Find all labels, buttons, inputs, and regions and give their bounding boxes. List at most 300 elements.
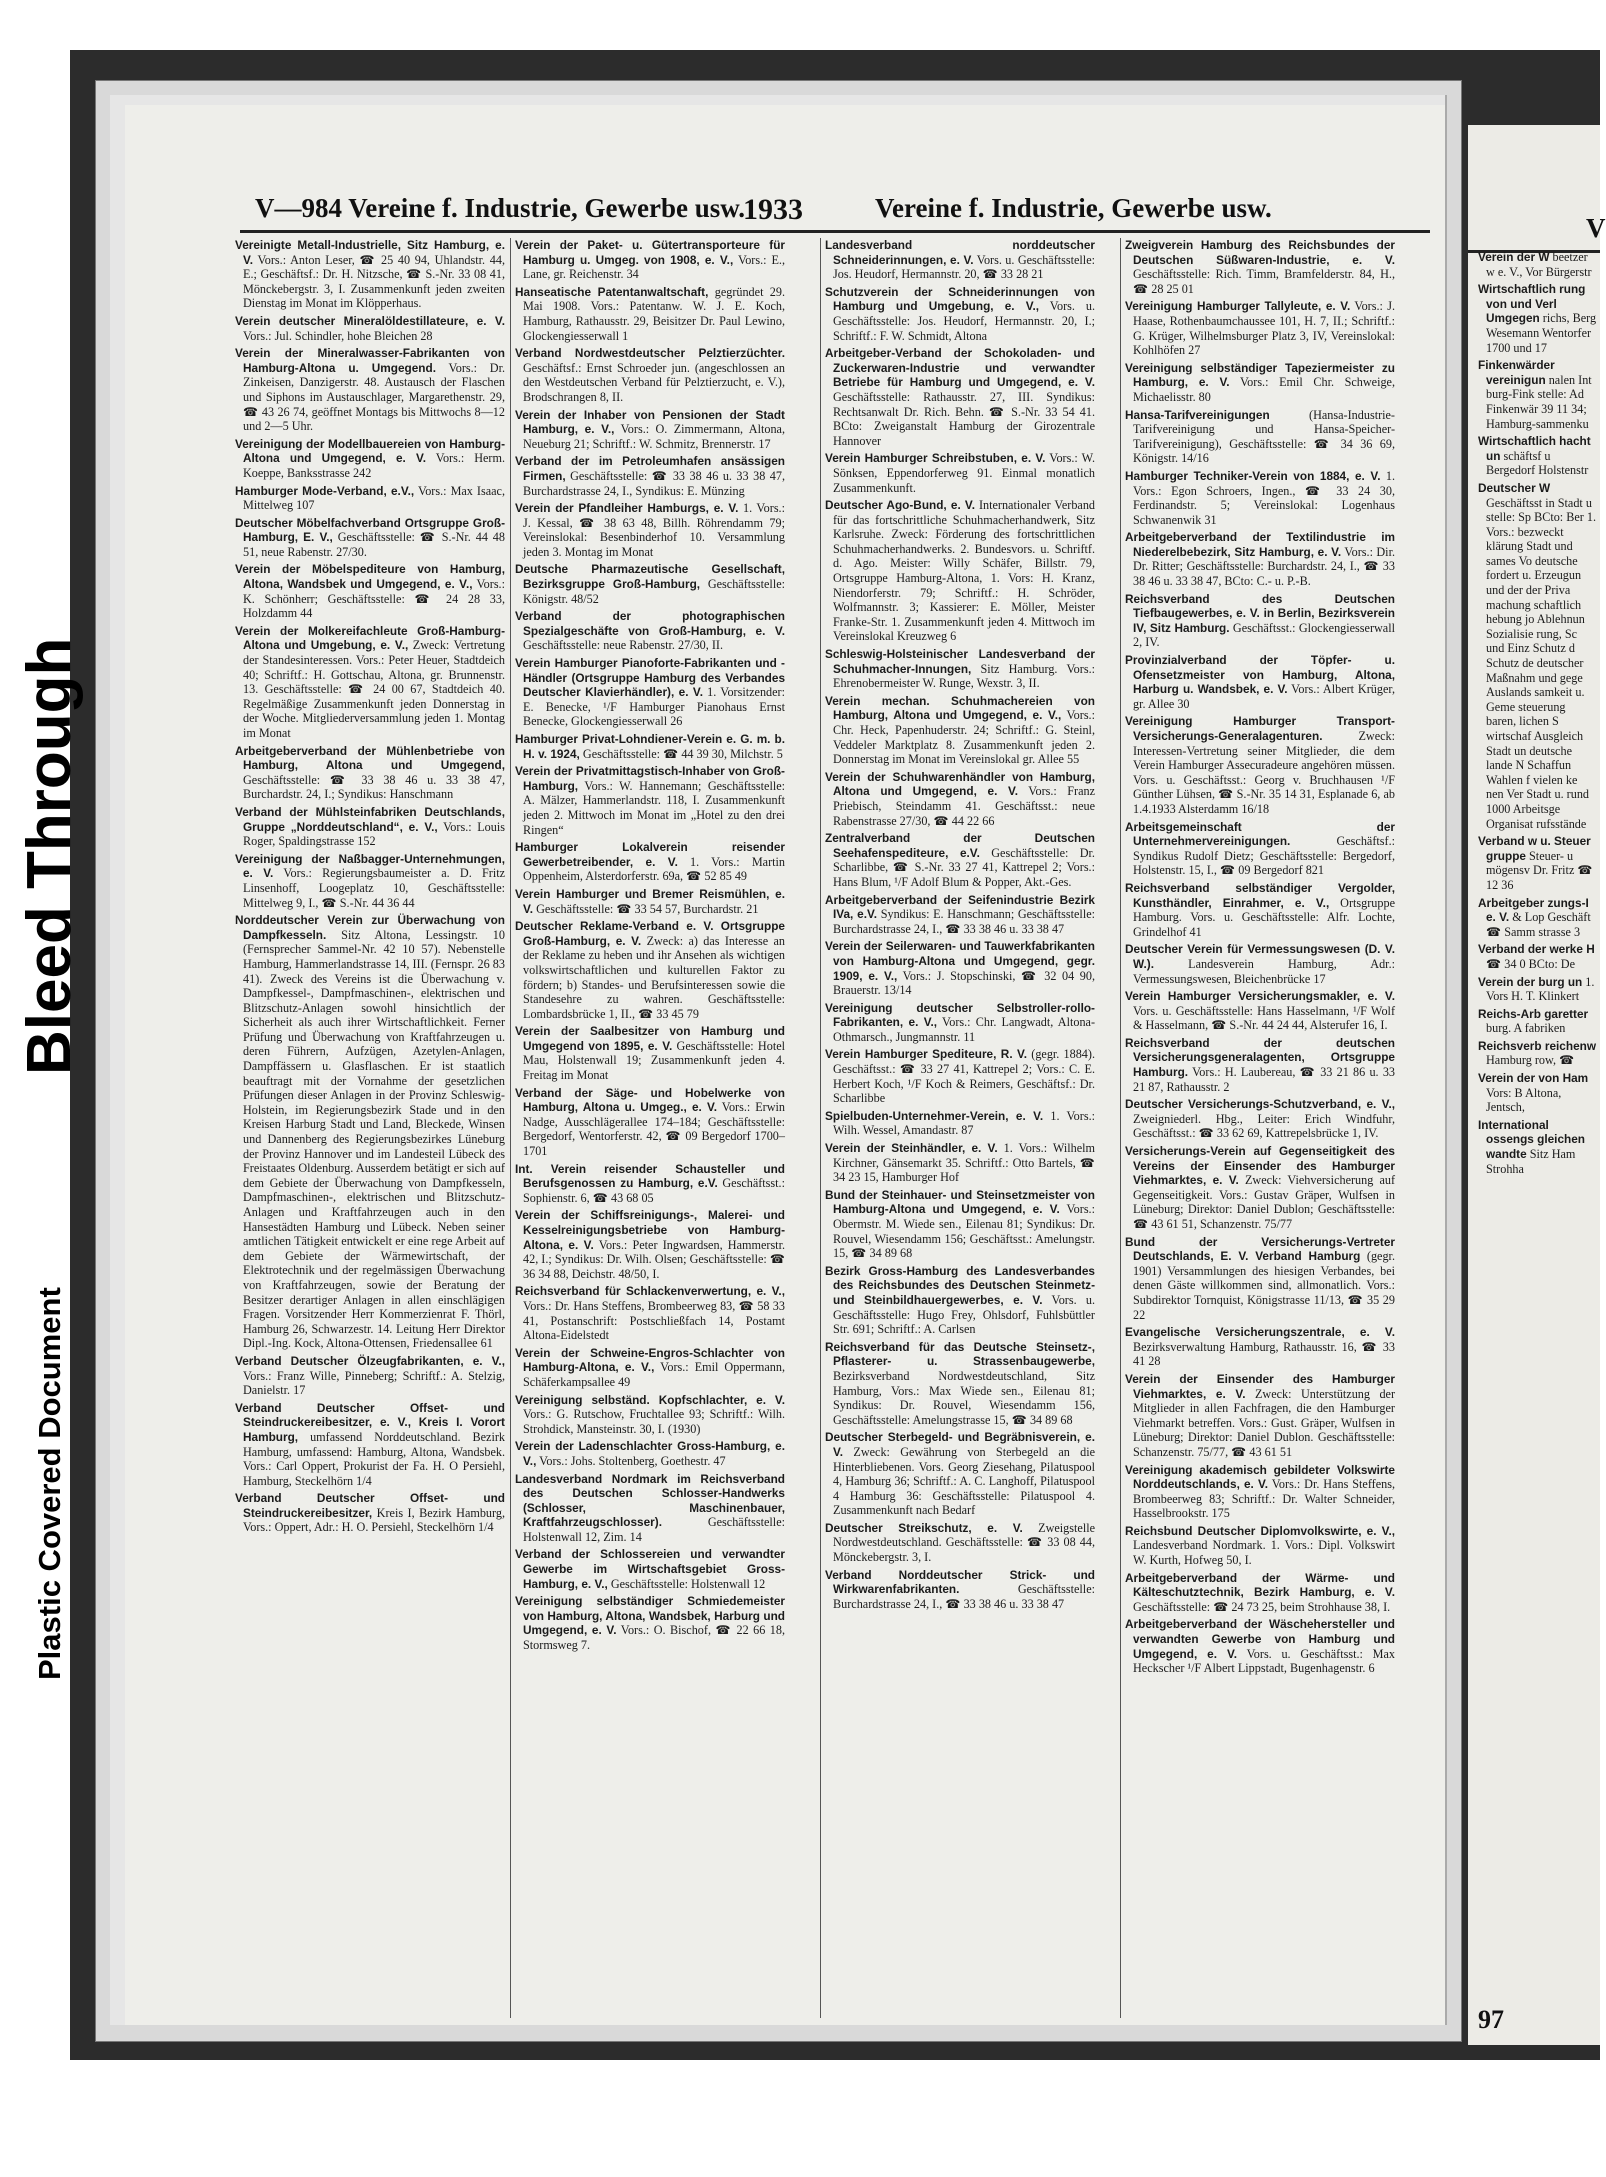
entry-text: Geschäftsstelle: Dr. Scharlibbe, ☎ S.-Nr. 33 27 41, Kattrepel 2; Vors.: Hans Blum, ¹/F Adolf Blum & Popper, Akt.-Ges. [833,845,1095,889]
entry-title: Verein der Steinhändler, e. V. [825,1141,998,1156]
entry-title: Landesverband Nordmark im Reichsverband des Deutschen Schlosser-Handwerks (Schlosser, Maschinenbauer, Kraftfahrzeugschlosser). [515,1471,785,1530]
entry-title: Reichsverband für das Deutsche Steinsetz-, Pflasterer- u. Strassenbaugewerbe, [825,1339,1095,1369]
directory-entry [515,1439,785,1468]
entry-text: Vors.: Dir. Dr. Ritter; Geschäftsstelle: Burchardstr. 24, I., ☎ 33 38 46 u. 33 38 47, BCto: C.- u. P.-B. [1133,544,1395,589]
entry-text: 1. Vors.: Wilh. Wessel, Amandastr. 87 [833,1108,1096,1138]
directory-entry [1125,1372,1395,1460]
entry-title: Verein der Schuhwarenhändler von Hamburg, Altona und Umgegend, e. V. [825,769,1095,799]
directory-entry [515,346,785,404]
entry-text: Geschäftsstelle: neue Rabenstr. 27/30, II. [523,638,724,653]
entry-title: Arbeitgeber-Verband der Schokoladen- und Zuckerwaren-Industrie und verwandter Betriebe für Hamburg und Umgegend, e. V. [825,346,1095,390]
entry-text: Kreis I, Bezirk Hamburg, Vors.: Oppert, Adr.: H. O. Persiehl, Steckelhörn 1/4 [243,1505,505,1535]
entry-text: Zweck: Vertretung der Standesinteressen. Vors.: Peter Heuer, Stadtdeich 40; Schriftf.: H. Gottschau, Altona, gr. Brunnenstr. 13. Geschäftsstelle: ☎ 24 00 67, Stadtdeich 40. Regelmäßige Zusammenkunft jeden Donnerstag in der Woche. Mitgliederversammlung jeden 1. Montag im Monat [243,638,506,740]
entry-title: Verein der Mineralwasser-Fabrikanten von Hamburg-Altona u. Umgegend. [235,346,505,375]
directory-entry [825,647,1095,691]
directory-entry [1478,1007,1598,1036]
entry-title: Verein der Paket- u. Gütertransporteure für Hamburg u. Umgeg. von 1908, e. V., [515,238,785,267]
entry-text: Geschäftsst.: Sophienstr. 6, ☎ 43 68 05 [523,1176,785,1205]
entry-text: Vors.: Franz Priebisch, Steindamm 41. Geschäftsst.: neue Rabenstrasse 27/30, ☎ 44 22 66 [833,784,1095,828]
directory-entry [1125,942,1395,986]
entry-text: Vors.: W. Sönksen, Eppendorferweg 91. Einmal monatlich Zusammenkunft. [833,451,1095,495]
entry-text: schäftsf u Bergedorf Holstenstr [1486,448,1589,478]
entry-text: Vors.: Dr. Hans Steffens, Brombeerweg 83, ☎ 58 33 41, Postanschrift: Postschließfach 14, Postamt Altona-Eidelstedt [523,1298,785,1343]
entry-title: Verein der Pfandleiher Hamburgs, e. V. [515,501,739,516]
entry-title: Norddeutscher Verein zur Überwachung von Dampfkesseln. [235,913,505,942]
entry-text: Geschäftsstelle: ☎ 33 54 57, Burchardstr. 21 [536,901,759,916]
entry-text: 1. Vors.: Egon Schroers, Ingen., ☎ 33 24 30, Ferdinandstr. 5; Vereinslokal: Logenhaus Schwanenwik 31 [1133,468,1396,527]
entry-text: Vors.: Regierungsbaumeister a. D. Fritz Linsenhoff, Loogeplatz 10, Geschäftsstelle: Mittelweg 9, I., ☎ S.-Nr. 44 36 44 [243,866,505,910]
bleed-through-label: Bleed Through [15,637,84,1075]
directory-entry [235,744,505,802]
plastic-covered-label: Plastic Covered Document [32,1287,67,1680]
entry-title: Verein der Privatmittagstisch-Inhaber von Groß-Hamburg, [515,764,785,793]
entry-title: Verein der W [1478,250,1550,264]
entry-title: Landesverband norddeutscher Schneiderinnungen, e. V. [825,238,1095,267]
directory-entry [235,484,505,513]
entry-title: Verband der werke H [1478,942,1595,957]
entry-text: Geschäftsstelle: Hotel Mau, Holstenwall 19; Zusammenkunft jeden 4. Freitag im Monat [523,1038,785,1083]
entry-title: Reichs-Arb garetter [1478,1006,1589,1021]
entry-text: Vors.: Obermstr. M. Wiede sen., Eilenau 81; Syndikus: Dr. Rouvel, Wiesendamm 156; Geschäftsst.: Amelungstr. 15, ☎ 34 89 68 [833,1202,1095,1261]
page-number: 97 [1478,2005,1504,2034]
entry-text: Vors.: Chr. Langwadt, Altona-Othmarsch., Jungmannstr. 11 [833,1015,1095,1044]
directory-entry [825,694,1095,767]
directory-entry [825,770,1095,828]
entry-text: Vors. u. Geschäftsstelle: Hans Hasselmann, ¹/F Wolf & Hasselmann, ☎ S.-Nr. 44 24 44, Alsterufer 16, I. [1133,1003,1395,1033]
entry-text: nalen Int burg-Fink stelle: Ad Finkenwär 39 11 34; Hamburg-sammenku [1486,372,1592,431]
entry-text: Vors.: Johs. Stoltenberg, Goethestr. 47 [539,1453,726,1468]
entry-title: Verein Hamburger Schreibstuben, e. V. [825,451,1046,466]
directory-entry [515,1208,785,1281]
entry-text: & Lop Geschäft ☎ Samm strasse 3 [1486,910,1591,939]
entry-title: Verband der Säge- und Hobelwerke von Hamburg, Altona u. Umgeg., e. V. [515,1085,785,1115]
entry-text: (Hansa-Industrie-Tarifvereinigung und Hansa-Speicher-Tarifvereinigung), Geschäftsstelle: ☎ 34 36 69, Königstr. 14/16 [1133,407,1395,466]
directory-entry [1125,1235,1395,1323]
entry-title: Bund der Versicherungs-Vertreter Deutschlands, E. V. Verband Hamburg [1125,1234,1395,1264]
directory-entry [515,285,785,343]
entry-text: Zweck: Viehversicherung auf Gegenseitigkeit. Vors.: Gustav Gräper, Wulfsen in Lüneburg; Direktor: Daniel Dublon; Geschäftsstelle: ☎ 43 61 51, Schanzenstr. 75/77 [1133,1173,1395,1231]
entry-text: Vors.: Peter Ingwardsen, Hammerstr. 42, I.; Syndikus: Dr. Wilh. Olsen; Geschäftsstelle: ☎ 36 34 88, Deichstr. 48/50, I. [523,1237,786,1281]
directory-entry [1478,1071,1598,1115]
entry-text: 1. Vors.: J. Kessal, ☎ 38 63 48, Billh. Röhrendamm 79; Vereinslokal: Besenbinderhof 10. Versammlung jeden 3. Montag im Monat [523,501,785,559]
entry-title: Reichsverband selbständiger Vergolder, Kunsthändler, Einrahmer, e. V., [1125,880,1395,910]
entry-title: Schleswig-Holsteinischer Landesverband der Schuhmacher-Innungen, [825,647,1095,676]
entry-title: Arbeitgeber zungs-I e. V. [1478,895,1589,925]
entry-title: Arbeitgeberverband der Textilindustrie im Niederelbebezirk, Sitz Hamburg, e. V. [1125,530,1395,559]
directory-entry [515,764,785,837]
directory-entry [515,238,785,282]
entry-text: Vors.: Emil Chr. Schweige, Michaelisstr. 80 [1133,375,1396,404]
entry-text: Bezirksverwaltung Hamburg, Rathausstr. 16, ☎ 33 41 28 [1133,1339,1395,1369]
entry-title: Vereinigung der Modellbauereien von Hamburg-Altona und Umgegend, e. V. [235,436,505,466]
entry-title: Bezirk Gross-Hamburg des Landesverbandes des Reichsbundes des Deutschen Steinmetz- und Steinbildhauergewerbes, e. V. [825,1263,1095,1307]
directory-entry [515,408,785,452]
entry-text: Vors. u. Geschäftsst.: Max Heckscher ¹/F Albert Lippstadt, Bugenhagenstr. 6 [1133,1646,1395,1676]
directory-entry [235,624,505,741]
entry-title: Deutscher Reklame-Verband e. V. Ortsgruppe Groß-Hamburg, e. V. [515,919,785,948]
entry-text: Zweigniederl. Hbg., Leiter: Erich Windfuhr, Geschäftsst.: ☎ 33 62 69, Kattrepelsbrücke 1, IV. [1133,1111,1395,1141]
entry-text: Vors.: Louis Roger, Spaldingstrasse 152 [243,819,505,849]
entry-text: Vors.: H. Laubereau, ☎ 33 21 86 u. 33 21 87, Rathausstr. 2 [1133,1065,1396,1094]
entry-text: Vors.: G. Rutschow, Fruchtallee 93; Schriftf.: Wilh. Strohdick, Mansteinstr. 30, I. (1930) [523,1407,785,1436]
entry-text: Geschäftsf.: Syndikus Rudolf Dietz; Geschäftsstelle: Bergedorf, Holstenstr. 15, I., ☎ 09 Bergedorf 821 [1133,834,1395,878]
entry-title: Verband der im Petroleumhafen ansässigen Firmen, [515,454,785,483]
entry-title: Hansa-Tarifvereinigungen [1125,407,1270,422]
entry-title: Vereinigung Hamburger Tallyleute, e. V. [1125,299,1351,314]
entry-text: Vors.: Franz Wille, Pinneberg; Schriftf.: A. Stelzig, Danielstr. 17 [243,1368,505,1398]
entry-text: Zweck: Interessen-Vertretung seiner Mitglieder, die dem Verein Hamburger Assecuradeure angehören müssen. Vors. u. Geschäftsst.: Georg v. Bruchhausen ¹/F Günther Lühsen, ☎ S.-Nr. 35 14 31, Esplanade 6, ab 1.4.1933 Alsterdamm 16/18 [1133,729,1395,816]
entry-title: Evangelische Versicherungszentrale, e. V. [1125,1325,1395,1340]
directory-entry [825,451,1095,495]
entry-text: Landesverein Hamburg, Adr.: Vermessungswesen, Bleichenbrücke 17 [1133,956,1396,986]
directory-entry [515,454,785,498]
entry-text: Geschäftsstelle: ☎ 33 38 46 u. 33 38 47, Burchardstr. 24, I.; Syndikus: Hanschmann [243,772,505,802]
directory-entry [825,939,1095,997]
directory-entry [1125,1325,1395,1369]
entry-text: 1. Vorsitzender: E. Benecke, ¹/F Hamburger Pianohaus Ernst Benecke, Glockengiesserwall 26 [523,685,785,729]
entry-title: Verband der Schlossereien und verwandter Gewerbe im Wirtschaftsgebiet Gross-Hamburg, e. V., [515,1547,785,1591]
entry-title: Deutscher Streikschutz, e. V. [825,1520,1023,1535]
directory-entry [515,1393,785,1437]
entry-text: Bezirksverband Nordwestdeutschland, Sitz Hamburg, Vors.: Max Wiede sen., Eilenau 81; Syndikus: Dr. Rouvel, Wiesendamm 156, Geschäftsstelle: Amelungstrasse 15, ☎ 34 89 68 [833,1368,1095,1427]
entry-title: Hamburger Mode-Verband, e.V., [235,483,415,498]
directory-entry [515,1547,785,1591]
directory-entry [515,562,785,606]
directory-entry [515,1086,785,1159]
entry-text: Vors.: E., Lane, gr. Reichenstr. 34 [523,252,786,282]
entry-text: Vors.: Dr. Hans Steffens, Brombeerweg 83; Schriftf.: Dr. Walter Schneider, Hasselbrookstr. 175 [1133,1477,1396,1521]
entry-title: Verein der von Ham [1478,1071,1589,1086]
entry-text: Ortsgruppe Hamburg. Vors. u. Geschäftsstelle: Alfr. Lochte, Grindelhof 41 [1133,895,1395,939]
entry-title: Versicherungs-Verein auf Gegenseitigkeit des Vereins der Einsender des Hamburger Viehmarktes, e. V. [1125,1144,1395,1188]
directory-entry [1478,834,1598,892]
entry-text: burg. A fabriken [1486,1021,1566,1036]
text-column-1 [235,238,505,2018]
entry-text: Sitz Ham Strohha [1486,1147,1576,1176]
entry-text: Vors. u. Geschäftsstelle: Jos. Heudorf, Hermannstr. 20, ☎ 33 28 21 [833,252,1095,282]
entry-title: Verein Hamburger Pianoforte-Fabrikanten und -Händler (Ortsgruppe Hamburg des Verbandes Deutscher Klavierhändler), e. V. [515,656,785,700]
directory-entry [1478,481,1598,831]
directory-entry [515,732,785,761]
entry-title: Verband Deutscher Ölzeugfabrikanten, e. V., [235,1353,505,1368]
document-page [125,105,1445,2025]
directory-entry [515,1594,785,1652]
page-header [235,193,1435,226]
directory-entry [1125,530,1395,588]
entry-text: Vors. u. Geschäftsstelle: Jos. Heudorf, Hermannstr. 20, I.; Schriftf.: F. W. Schmidt, Altona [833,299,1095,343]
entry-title: Verband der Mühlsteinfabriken Deutschlands, Gruppe „Norddeutschland“, e. V., [235,804,505,834]
directory-entry [825,238,1095,282]
directory-entry [235,346,505,434]
entry-text: Steuer- u mögensv Dr. Fritz ☎ 12 36 [1486,848,1593,892]
directory-entry [515,919,785,1021]
entry-text: Geschäftsstelle: Burchardstrasse 24, I., ☎ 33 38 46 u. 33 38 47 [833,1582,1095,1611]
entry-title: Vereinigung deutscher Selbstroller-rollo-Fabrikanten, e. V., [825,1000,1095,1030]
directory-entry [515,1472,785,1545]
entry-text: Zweck: Gewährung von Sterbegeld an die Hinterbliebenen. Vors. Georg Ziesehang, Pilatuspool 4, Hamburg 36; Schriftf.: A. C. Langhoff, Pilatuspool 4 Hamburg 36: Geschäftsstelle: Pilatuspool 4. Zusammenkunft nach Bedarf [833,1444,1095,1518]
directory-entry [1125,592,1395,650]
entry-text: Geschäftsstelle: ☎ 44 39 30, Milchstr. 5 [582,746,783,761]
entry-text: Geschäftsstelle: Holstenwall 12, Zim. 14 [523,1515,785,1544]
entry-title: Bund der Steinhauer- und Steinsetzmeister von Hamburg-Altona und Umgegend, e. V. [825,1187,1095,1217]
directory-entry [1125,1571,1395,1615]
directory-entry [825,1521,1095,1565]
directory-entry [825,498,1095,644]
entry-text: gegründet 29. Mai 1908. Vors.: Patentanw. W. J. E. Koch, Hamburg, Rathausstr. 29, Beisitzer Dr. Paul Lewino, Glockengiesserwall 1 [523,284,785,343]
directory-entry [1125,1097,1395,1141]
directory-entry [825,1264,1095,1337]
directory-entry [1125,820,1395,878]
directory-entry [1478,434,1598,478]
header-right: Vereine f. Industrie, Gewerbe usw. [875,193,1272,223]
entry-text: Geschäftsst in Stadt u stelle: Sp BCto: Ber 1. Vors.: bezweckt klärung Stadt und sames Vo deutsche fordert u. Erzeugun und der der Priva machung schaftlich hebung jo Ablehnun Sozialisie rung, Sc und Einz Schutz d Schutz de deutscher Maßnahm und gege Auslands samkeit u. Geme steuerung baren, lichen S wirtschaf Ausgleich Stadt un deutsche lande N Schaffun Wahlen f vielen ke nen Ver Stadt u. rund 1000 Arbeitsge Organisat rufsstände [1486,495,1597,831]
entry-text: Geschäftsstelle: Rich. Timm, Bramfelderstr. 84, H., ☎ 28 25 01 [1133,267,1395,296]
entry-text: Geschäftsstelle: ☎ 24 73 25, beim Strohhause 38, I. [1133,1599,1391,1614]
directory-entry [235,913,505,1351]
entry-title: Vereinigung der Naßbagger-Unternehmungen, e. V. [235,851,505,881]
entry-text: Geschäftsstelle: Rathausstr. 27, III. Syndikus: Rechtsanwalt Dr. Rich. Behn. ☎ S.-Nr. 33 54 41. BCto: Zweiganstalt Hamburg der Girozentrale Hannover [833,389,1095,448]
directory-entry [1478,975,1598,1004]
entry-text: Vors.: Max Isaac, Mittelweg 107 [243,483,506,513]
entry-text: Zweigstelle Nordwestdeutschland. Geschäftsstelle: ☎ 33 08 44, Mönckebergstr. 3, I. [833,1520,1095,1565]
directory-entry [1125,1617,1395,1675]
directory-entry [825,346,1095,448]
directory-entry [825,1141,1095,1185]
directory-entry [515,840,785,884]
entry-title: Verband Deutscher Offset- und Steindruckereibesitzer, e. V., Kreis I. Vorort Hamburg, [235,1400,505,1444]
entry-title: Deutscher Verein für Vermessungswesen (D. V. W.). [1125,942,1395,971]
entry-title: Verein Hamburger Versicherungsmakler, e. V. [1125,989,1395,1004]
entry-title: Reichsbund Deutscher Diplomvolkswirte, e. V., [1125,1523,1395,1538]
entry-title: Verein der Inhaber von Pensionen der Stadt Hamburg, e. V., [515,407,785,437]
entry-title: Arbeitgeberverband der Wärme- und Kälteschutztechnik, Bezirk Hamburg, e. V. [1125,1570,1395,1600]
directory-entry [1125,653,1395,711]
next-page-edge [1468,125,1606,2045]
entry-text: Vors.: Herm. Koeppe, Banksstrasse 242 [243,451,506,480]
directory-entry [515,1162,785,1206]
entry-title: Verband Norddeutscher Strick- und Wirkwarenfabrikanten. [825,1567,1095,1597]
entry-text: Sitz Hamburg. Vors.: Ehrenobermeister W. Runge, Wexstr. 3, II. [833,661,1096,691]
directory-entry [825,1340,1095,1428]
directory-entry [1478,358,1598,431]
text-column-4 [1125,238,1395,2018]
entry-text: Internationaler Verband für das fortschrittliche Schuhmacherhandwerk, Sitz Karlsruhe. Zweck: Förderung des fortschrittlichen Schuhmacherhandwerks. 2. Bundesvors. u. Schriftf. d. Ago. Meister: Willy Schäfer, Billstr. 79, Ortsgruppe Hamburg-Altona, 1. Vors: H. Kranz, Niendorferstr. 79; Schriftf.: H. Schröder, Wolfmannstr. 3; Kassierer: E. Möller, Meister Franke-Str. 1. Zusammenkunft jeden 4. Mittwoch im Vereinslokal Kreuzweg 6 [833,498,1096,644]
directory-entry [235,516,505,560]
entry-text: Syndikus: E. Hanschmann; Geschäftsstelle: Burchardstrasse 24, I., ☎ 33 38 46 u. 33 38 47 [833,907,1096,936]
entry-title: Verein der Einsender des Hamburger Viehmarktes, e. V. [1125,1371,1395,1401]
directory-entry [1125,1036,1395,1094]
text-column-3 [825,238,1095,2018]
directory-entry [235,238,505,311]
entry-text: Vors.: K. Schönherr; Geschäftsstelle: ☎ 24 28 33, Holzdamm 44 [243,577,505,621]
entry-title: Vereinigung selbständiger Tapeziermeister zu Hamburg, e. V. [1125,360,1395,390]
directory-entry [235,562,505,620]
entry-text: Vors.: Anton Leser, ☎ 25 40 94, Uhlandstr. 44, E.; Geschäftsf.: Dr. H. Nitzsche, ☎ S.-Nr. 33 08 41, Mönckebergstr. 3, I. Zusammenkunft jeden zweiten Dienstag im Monat im Klöpperhaus. [243,252,505,311]
entry-text: umfassend Norddeutschland. Bezirk Hamburg, umfassend: Hamburg, Altona, Wandsbek. Vors.: Carl Oppert, Prokurist der Fa. H. O Persiehl, Hamburg, Steckelhörn 1/4 [243,1429,506,1488]
directory-entry [235,437,505,481]
entry-text: (gegr. 1884). Geschäftsst.: ☎ 33 27 41, Kattrepel 2; Vors.: C. E. Herbert Koch, ¹/F Koch & Reimers, Geschäftsf.: Dr. Scharlibbe [833,1047,1096,1106]
directory-entry [515,1284,785,1342]
entry-title: International ossengs gleichen wandte [1478,1117,1585,1162]
entry-title: Verein Hamburger Spediteure, R. V. [825,1047,1028,1062]
directory-entry [515,656,785,729]
entry-text: Geschäftsstelle: Königstr. 48/52 [523,577,786,606]
entry-text: Vors.: J. Stopschinski, ☎ 32 04 90, Brauerstr. 13/14 [833,968,1096,998]
entry-text: Sitz Altona, Lessingstr. 10 (Fernsprecher Sammel-Nr. 42 10 57). Nebenstelle Hamburg, Hammerlandstrasse 14, III. (Fernspr. 26 83 41). Zweck des Vereins ist die Überwachung v. Dampfkessel-, Dampfmaschinen-, elektrischen und Blitzschutz-Anlagen sowohl hinsichtlich der Sicherheit als auch ihrer Wirtschaftlichkeit. Ferner Prüfung und Überwachung von Kraftfahrzeugen u. deren Führern, Aufzügen, Azetylen-Anlagen, Dampffässern u. Glasflaschen. Er ist staatlich beauftragt mit der Vornahme der gesetzlichen Prüfungen dieser Anlagen in der Provinz Schleswig-Holstein, im Regierungsbezirk Stade und in den Kreisen Harburg Stadt und Land, Bleckede, Winsen und Dannenberg des Regierungsbezirkes Lüneburg der Provinz Hannover und im Landesteil Lübeck des Freistaates Oldenburg. Ausserdem betätigt er sich auf dem Gebiete der Überwachung von Dampfkesseln, Dampfmaschinen-, elektrischen und Blitzschutz-Anlagen und Kraftfahrzeugen auch in den Hansestädten Hamburg und Lübeck. Neben seiner amtlichen Tätigkeit entwickelt er eine rege Arbeit auf dem Gebiete der Wärmewirtschaft, der Elektrotechnik und der regelmässigen Überwachung von Kraftfahrzeugen, sowie der Beratung der Besitzer derartiger Anlagen in allen einschlägigen Fragen. Vorsitzender Herr Kommerzienrat F. Thörl, Hamburg 26, Schwarzestr. 14. Leitung Herr Direktor Dipl.-Ing. Kock, Altona-Ottensen, Friedensallee 61 [243,927,505,1351]
entry-title: Provinzialverband der Töpfer- u. Ofensetzmeister von Hamburg, Altona, Harburg u. Wandsbek, e. V. [1125,653,1395,697]
next-page-column [1478,250,1598,2010]
entry-text: Vors.: J. Haase, Rothenbaumchaussee 101, H. 7, II.; Schriftf.: G. Krüger, Wilhelmsburger Platz 3, IV, Vereinslokal: Kohlhöfen 27 [1133,299,1395,358]
entry-text: Zweck: a) das Interesse an der Reklame zu heben und ihr Ansehen als wichtigen volkswirtschaftlichen und kulturellen Faktor zu fördern; b) Standes- und Berufsinteressen sowie die Standesehre zu wahren. Geschäftsstelle: Lombardsbrücke 1, II., ☎ 33 45 79 [523,933,786,1021]
entry-text: Vors: B Altona, Jentsch, [1486,1085,1562,1115]
directory-entry [1478,896,1598,940]
column-divider [820,238,821,2018]
entry-title: Arbeitgeberverband der Seifenindustrie Bezirk IVa, e.V. [825,892,1095,922]
entry-title: Vereinigung Hamburger Transport-Versicherungs-Generalagenturen. [1125,714,1395,743]
directory-entry [1125,881,1395,939]
column-divider [1120,238,1121,2018]
entry-title: Vereinigung selbständ. Kopfschlachter, e. V. [515,1392,785,1407]
column-divider [510,238,511,2018]
entry-title: Hamburger Privat-Lohndiener-Verein e. G. m. b. H. v. 1924, [515,732,785,761]
entry-title: Finkenwärder vereinigun [1478,358,1555,387]
directory-entry [825,1001,1095,1045]
directory-entry [515,1024,785,1082]
entry-text: Hamburg row, ☎ [1486,1053,1575,1068]
entry-title: Deutsche Pharmazeutische Gesellschaft, Bezirksgruppe Groß-Hamburg, [515,562,785,592]
entry-text: Vors.: Albert Krüger, gr. Allee 30 [1133,682,1396,711]
entry-text: richs, Berg Wesemann Wentorfer 1700 und 17 [1486,311,1597,355]
entry-text: Geschäftsst.: Glockengiesserwall 2, IV. [1133,620,1395,650]
entry-text: Vors.: Erwin Nadge, Ausschlägerallee 174–184; Geschäftsstelle: Bergedorf, Wentorferstr. 42, ☎ 09 Bergedorf 1700–1701 [523,1100,785,1159]
directory-entry [1125,1463,1395,1521]
entry-text: ☎ 34 0 BCto: De [1486,956,1575,971]
entry-title: Verein der burg un [1478,974,1583,989]
directory-entry [515,609,785,653]
entry-title: Vereinigung akademisch gebildeter Volkswirte Norddeutschlands, e. V. [1125,1462,1395,1492]
directory-entry [1478,282,1598,355]
directory-entry [515,887,785,916]
directory-entry [825,1430,1095,1518]
entry-title: Arbeitgeberverband der Wäschehersteller und verwandten Gewerbe von Hamburg und Umgegend, e. V. [1125,1617,1395,1661]
entry-title: Wirtschaftlich rung von und Verl Umgegen [1478,282,1586,326]
entry-title: Hanseatische Patentanwaltschaft, [515,284,709,299]
directory-entry [825,1109,1095,1138]
directory-entry [515,1346,785,1390]
entry-title: Zentralverband der Deutschen Seehafenspediteure, e.V. [825,831,1095,860]
entry-title: Verband der photographischen Spezialgeschäfte von Groß-Hamburg, e. V. [515,609,785,638]
entry-text: 1. Vors H. T. Klinkert [1486,974,1595,1004]
directory-entry [825,831,1095,889]
directory-entry [235,1401,505,1489]
entry-title: Int. Verein reisender Schausteller und Berufsgenossen zu Hamburg, e.V. [515,1161,785,1191]
entry-title: Hamburger Lokalverein reisender Gewerbetreibender, e. V. [515,840,785,869]
entry-text: Vors.: Jul. Schindler, hohe Bleichen 28 [243,328,433,343]
directory-entry [1125,989,1395,1033]
next-page-header: V [1586,213,1606,243]
entry-text: Vors.: Emil Oppermann, Schäferkampsallee 49 [523,1360,785,1389]
entry-title: Hamburger Techniker-Verein von 1884, e. V. [1125,468,1381,483]
directory-entry [1125,469,1395,527]
entry-text: Vors.: W. Hannemann; Geschäftsstelle: A. Mälzer, Hammerlandstr. 118, I. Zusammenkunft jeden 2. Mittwoch im Monat im „Hotel zu den drei Ringen“ [523,778,786,837]
directory-entry [1125,1144,1395,1232]
entry-text: 1. Vors.: Wilhelm Kirchner, Gänsemarkt 35. Schriftf.: Otto Bartels, ☎ 34 23 15, Hamburger Hof [833,1141,1096,1185]
entry-text: Landesverband Nordmark. 1. Vors.: Dipl. Volkswirt W. Kurth, Hofweg 50, I. [1133,1538,1395,1568]
directory-entry [1478,942,1598,971]
entry-title: Verband Nordwestdeutscher Pelztierzüchter. [515,346,785,361]
directory-entry [825,893,1095,937]
entry-title: Vereinigung selbständiger Schmiedemeister von Hamburg, Altona, Wandsbek, Harburg und Umgegend, e. V. [515,1594,785,1638]
entry-title: Verein der Möbelspediteure von Hamburg, Altona, Wandsbek und Umgegend, e. V., [235,562,505,592]
entry-text: Geschäftsstelle: Holstenwall 12 [610,1576,766,1591]
entry-title: Verein der Ladenschlachter Gross-Hamburg, e. V., [515,1439,785,1468]
entry-title: Arbeitsgemeinschaft der Unternehmervereinigungen. [1125,819,1395,849]
entry-text: Geschäftsstelle: ☎ S.-Nr. 44 48 51, neue Rabenstr. 27/30. [243,530,505,559]
directory-entry [825,1047,1095,1105]
directory-entry [1478,250,1598,279]
entry-text: Geschäftsf.: Ernst Schroeder jun. (angeschlossen an den Westdeutschen Verband für Pelztierzucht, e. V.), Brodschrangen 8, II. [523,360,785,404]
header-left: V—984 Vereine f. Industrie, Gewerbe usw. [255,193,745,223]
entry-title: Verein der Molkereifachleute Groß-Hamburg-Altona und Umgebung, e. V., [235,623,505,653]
entry-title: Verein der Saalbesitzer von Hamburg und Umgegend von 1895, e. V. [515,1024,785,1053]
directory-entry [235,805,505,849]
directory-entry [1478,1039,1598,1068]
entry-title: Reichsverband des Deutschen Tiefbaugewerbes, e. V. in Berlin, Bezirksverein IV, Sitz Hamburg. [1125,591,1395,635]
directory-entry [1125,714,1395,816]
directory-entry [235,1354,505,1398]
entry-text: beetzer w e. V., Vor Bürgerstr [1486,250,1592,279]
entry-title: Reichsverband der deutschen Versicherungsgeneralagenten, Ortsgruppe Hamburg. [1125,1035,1395,1080]
entry-title: Deutscher Möbelfachverband Ortsgruppe Groß-Hamburg, E. V., [235,515,505,545]
entry-text: Vors.: Chr. Heck, Papenhuderstr. 24; Schriftf.: G. Steinl, Veddeler Marktplatz 8. Zusammenkunft jeden 2. Donnerstag im Monat im Vereinslokal gr. Allee 55 [833,708,1095,767]
entry-title: Deutscher Ago-Bund, e. V. [825,498,975,513]
text-column-2 [515,238,785,2018]
entry-text: Geschäftsstelle: ☎ 33 38 46 u. 33 38 47, Burchardstrasse 24, I., Syndikus: E. Münzing [523,468,786,498]
directory-entry [1125,361,1395,405]
directory-entry [1125,408,1395,466]
directory-entry [1478,1118,1598,1176]
entry-title: Spielbuden-Unternehmer-Verein, e. V. [825,1108,1044,1123]
entry-title: Arbeitgeberverband der Mühlenbetriebe von Hamburg, Altona und Umgegend, [235,743,505,773]
entry-title: Deutscher Versicherungs-Schutzverband, e. V., [1125,1097,1395,1112]
entry-title: Verein mechan. Schuhmachereien von Hamburg, Altona und Umgegend, e. V., [825,693,1095,723]
directory-entry [235,852,505,910]
header-rule [240,230,1430,233]
directory-entry [825,1568,1095,1612]
directory-entry [515,501,785,559]
entry-title: Reichsverb reichenw [1478,1038,1597,1053]
entry-text: Vors.: O. Zimmermann, Altona, Neueburg 21; Schriftf.: W. Schmitz, Brennerstr. 17 [523,422,785,451]
directory-entry [825,285,1095,343]
entry-text: 1. Vors.: Martin Oppenheim, Alsterdorferstr. 69a, ☎ 52 85 49 [523,854,785,884]
entry-text: (gegr. 1901) Versammlungen des hiesigen Verbandes, bei denen Gäste willkommen sind, allmonatlich. Vors.: Subdirektor Tornquist, Königstrasse 11/13, ☎ 35 29 22 [1133,1249,1395,1322]
entry-title: Verein der Schiffsreinigungs-, Malerei- und Kesselreinigungsbetriebe von Hamburg-Altona, e. V. [515,1208,785,1252]
entry-text: Vors.: Dr. Zinkeisen, Danzigerstr. 48. Austausch der Flaschen und Siphons im Austauschlager, Margarethenstr. 29, ☎ 43 26 74, geöffnet Montags bis Mittwochs 8—12 und 2—5 Uhr. [243,360,505,434]
header-year: 1933 [743,193,803,226]
entry-title: Verein deutscher Mineralöldestillateure, e. V. [235,313,505,328]
entry-text: Zweck: Unterstützung der Mitglieder in allen Fachfragen, die den Hamburger Viehmarkt betreffen. Vors.: Gust. Gräper, Wulfsen in Lüneburg; Direktor: Daniel Dublon. Geschäftsstelle: Schanzenstr. 75/77, ☎ 43 61 51 [1133,1386,1396,1459]
directory-entry [825,1188,1095,1261]
directory-entry [1125,1524,1395,1568]
directory-entry [235,314,505,343]
entry-title: Schutzverein der Schneiderinnungen von Hamburg und Umgebung, e. V., [825,284,1095,314]
entry-title: Vereinigte Metall-Industrielle, Sitz Hamburg, e. V. [235,238,505,267]
entry-text: Vors.: O. Bischof, ☎ 22 66 18, Stormsweg 7. [523,1623,785,1653]
entry-title: Reichsverband für Schlackenverwertung, e. V., [515,1284,785,1299]
entry-title: Verein der Schweine-Engros-Schlachter von Hamburg-Altona, e. V., [515,1345,785,1375]
entry-title: Wirtschaftlich hacht un [1478,434,1591,463]
directory-entry [1125,299,1395,357]
